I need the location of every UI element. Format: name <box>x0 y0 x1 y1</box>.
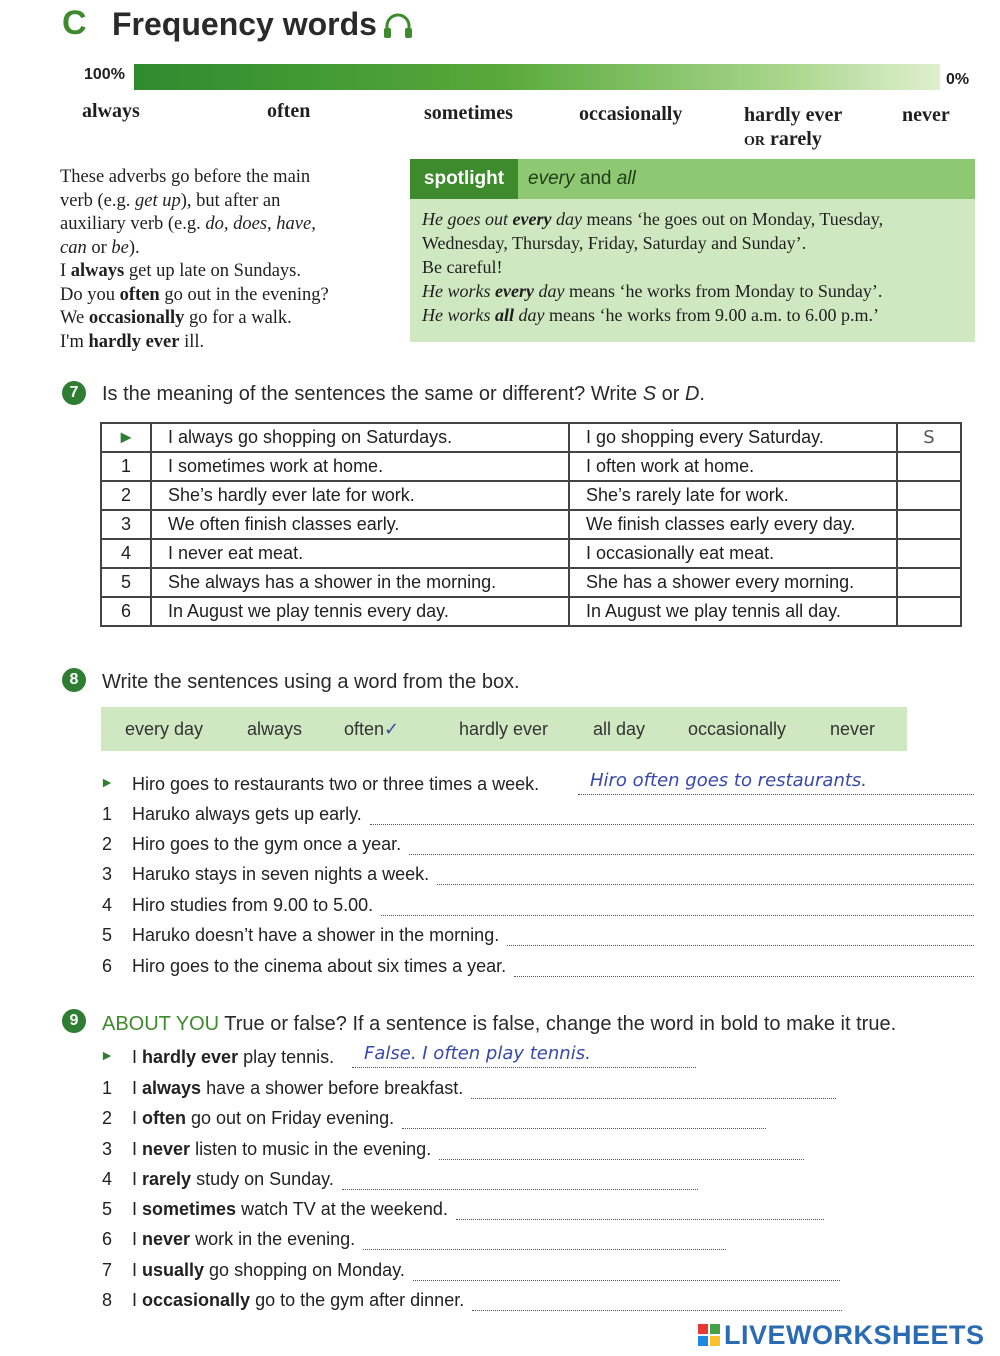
item-number: 5 <box>101 925 112 945</box>
bold-word: rarely <box>142 1169 192 1189</box>
answer-cell[interactable] <box>897 510 961 539</box>
row-number: 4 <box>101 539 151 568</box>
spotlight-box <box>410 159 975 342</box>
expl-example: Do you often go out in the evening? <box>60 284 329 305</box>
item-number: 2 <box>101 1108 112 1128</box>
bold-word: usually <box>142 1260 205 1280</box>
exercise-8-number: 8 <box>62 668 86 692</box>
item-sentence: Hiro studies from 9.00 to 5.00. <box>132 895 374 915</box>
example-arrow-icon: ► <box>100 1047 114 1063</box>
spotlight-line: He works every day means ‘he works from Monday to Sunday’. <box>422 281 883 301</box>
bold-word: often <box>142 1108 187 1128</box>
exercise-7-number: 7 <box>62 381 86 405</box>
example-answer: False. I often play tennis. <box>364 1043 591 1064</box>
freq-word-often: often <box>267 100 311 122</box>
exercise-9-number: 9 <box>62 1009 86 1033</box>
expl-line: verb (e.g. get up), but after an <box>60 190 281 211</box>
sentence-a: She always has a shower in the morning. <box>151 568 569 597</box>
item-number: 6 <box>101 956 112 976</box>
bold-word: never <box>142 1229 191 1249</box>
exercise-8-item <box>100 804 975 830</box>
table-row <box>101 568 961 597</box>
sentence-b: I go shopping every Saturday. <box>569 423 897 452</box>
exercise-8-item <box>100 834 975 860</box>
answer-line <box>578 794 974 795</box>
item-sentence: I usually go shopping on Monday. <box>132 1260 405 1280</box>
row-number: 6 <box>101 597 151 626</box>
table-row <box>101 452 961 481</box>
bold-word: occasionally <box>142 1290 251 1310</box>
sentence-a: I sometimes work at home. <box>151 452 569 481</box>
exercise-9-item <box>100 1199 860 1225</box>
logo-icon <box>698 1324 720 1346</box>
word-box <box>101 707 907 751</box>
spotlight-tag: spotlight <box>410 159 518 199</box>
table-row <box>101 510 961 539</box>
sentence-a: In August we play tennis every day. <box>151 597 569 626</box>
expl-line: can or be). <box>60 237 140 258</box>
sentence-b: We finish classes early every day. <box>569 510 897 539</box>
item-sentence: Haruko stays in seven nights a week. <box>132 864 430 884</box>
exercise-8-item <box>100 925 975 951</box>
answer-line[interactable] <box>456 1219 824 1220</box>
scale-right-label: 0% <box>946 71 970 88</box>
check-icon: ✓ <box>384 719 400 739</box>
exercise-8-item <box>100 864 975 890</box>
expl-example: I'm hardly ever ill. <box>60 331 205 352</box>
exercise-9-item <box>100 1078 860 1104</box>
item-sentence: I rarely study on Sunday. <box>132 1169 334 1189</box>
freq-word-rarely <box>744 128 822 151</box>
freq-word-rarely-text: rarely <box>770 128 822 150</box>
exercise-9-item <box>100 1169 860 1195</box>
item-sentence: I often go out on Friday evening. <box>132 1108 395 1128</box>
sentence-a: She’s hardly ever late for work. <box>151 481 569 510</box>
row-number: 1 <box>101 452 151 481</box>
row-number: ► <box>101 423 151 452</box>
word-box-item: all day <box>593 719 646 739</box>
answer-line[interactable] <box>471 1098 836 1099</box>
spotlight-line: Wednesday, Thursday, Friday, Saturday and Sunday’. <box>422 233 807 253</box>
item-number: 7 <box>101 1260 112 1280</box>
exercise-8-item <box>100 956 975 982</box>
table-row <box>101 481 961 510</box>
spotlight-body <box>422 207 967 327</box>
exercise-9-example <box>100 1043 700 1073</box>
item-sentence: I always have a shower before breakfast. <box>132 1078 464 1098</box>
item-sentence: I sometimes watch TV at the weekend. <box>132 1199 448 1219</box>
item-number: 2 <box>101 834 112 854</box>
exercise-7-heading: Is the meaning of the sentences the same or different? Write S or D. <box>102 383 705 405</box>
row-number: 2 <box>101 481 151 510</box>
answer-cell[interactable] <box>897 568 961 597</box>
item-sentence: I never listen to music in the evening. <box>132 1139 432 1159</box>
answer-line[interactable] <box>363 1249 726 1250</box>
word-box-item: always <box>247 719 303 739</box>
example-sentence: I hardly ever play tennis. <box>132 1047 335 1067</box>
item-number: 3 <box>101 864 112 884</box>
answer-line[interactable] <box>402 1128 766 1129</box>
exercise-8-item <box>100 895 975 921</box>
liveworksheets-logo: LIVEWORKSHEETS <box>698 1320 985 1351</box>
item-number: 1 <box>101 804 112 824</box>
or-label: OR <box>744 134 765 149</box>
spotlight-line: He goes out every day means ‘he goes out on Monday, Tuesday, <box>422 209 884 229</box>
exercise-9-item <box>100 1290 860 1316</box>
word-box-item: never <box>830 719 876 739</box>
item-sentence: Haruko always gets up early. <box>132 804 362 824</box>
sentence-b: In August we play tennis all day. <box>569 597 897 626</box>
table-row <box>101 423 961 452</box>
exercise-8-example <box>100 770 975 800</box>
freq-word-always: always <box>82 100 140 122</box>
row-number: 5 <box>101 568 151 597</box>
freq-word-occasionally: occasionally <box>579 103 683 125</box>
sentence-b: I occasionally eat meat. <box>569 539 897 568</box>
answer-cell[interactable] <box>897 597 961 626</box>
answer-line[interactable] <box>381 915 974 916</box>
item-number: 6 <box>101 1229 112 1249</box>
sentence-a: We often finish classes early. <box>151 510 569 539</box>
item-sentence: Hiro goes to the gym once a year. <box>132 834 402 854</box>
explanation-text <box>60 166 400 354</box>
expl-example: I always get up late on Sundays. <box>60 261 302 281</box>
example-sentence: Hiro goes to restaurants two or three times a week. <box>132 774 540 794</box>
about-you-label: ABOUT YOU <box>102 1013 220 1035</box>
answer-line[interactable] <box>409 854 974 855</box>
exercise-9-item <box>100 1108 860 1134</box>
word-box-item: often✓ <box>344 719 400 739</box>
item-number: 5 <box>101 1199 112 1219</box>
item-number: 3 <box>101 1139 112 1159</box>
answer-line[interactable] <box>507 945 974 946</box>
answer-line[interactable] <box>472 1310 842 1311</box>
answer-line <box>352 1067 696 1068</box>
word-box-item: every day <box>125 719 204 739</box>
item-number: 4 <box>101 895 112 915</box>
freq-word-never: never <box>902 104 950 126</box>
exercise-9-item <box>100 1260 860 1286</box>
table-row <box>101 539 961 568</box>
item-number: 1 <box>101 1078 112 1098</box>
spotlight-header <box>410 159 975 199</box>
example-arrow-icon: ► <box>100 774 114 790</box>
bold-word: never <box>142 1139 191 1159</box>
answer-cell[interactable] <box>897 539 961 568</box>
table-row <box>101 597 961 626</box>
sentence-b: She’s rarely late for work. <box>569 481 897 510</box>
scale-left-label: 100% <box>84 66 125 83</box>
sentence-a: I never eat meat. <box>151 539 569 568</box>
answer-cell[interactable]: S <box>897 423 961 452</box>
word-box-item: hardly ever <box>459 719 549 739</box>
answer-line[interactable] <box>437 884 974 885</box>
exercise-8-heading: Write the sentences using a word from the box. <box>102 671 520 693</box>
expl-example: We occasionally go for a walk. <box>60 308 292 328</box>
bold-word: sometimes <box>142 1199 237 1219</box>
example-answer: Hiro often goes to restaurants. <box>590 770 868 791</box>
exercise-7-table <box>100 422 962 627</box>
page-title: Frequency words <box>112 6 377 42</box>
expl-line: These adverbs go before the main <box>60 167 311 187</box>
word-box-item: occasionally <box>688 719 787 739</box>
frequency-gradient-bar <box>134 64 940 90</box>
sentence-b: I often work at home. <box>569 452 897 481</box>
headphones-icon <box>382 10 414 40</box>
freq-word-sometimes: sometimes <box>424 102 513 124</box>
answer-line[interactable] <box>370 824 974 825</box>
answer-line[interactable] <box>514 976 974 977</box>
exercise-9-heading: ABOUT YOU True or false? If a sentence is false, change the word in bold to make it true. <box>102 1013 897 1035</box>
row-number: 3 <box>101 510 151 539</box>
exercise-9-item <box>100 1229 860 1255</box>
spotlight-title: every and all <box>528 168 636 189</box>
item-number: 8 <box>101 1290 112 1310</box>
item-sentence: Hiro goes to the cinema about six times a year. <box>132 956 507 976</box>
answer-cell[interactable] <box>897 481 961 510</box>
answer-line[interactable] <box>342 1189 698 1190</box>
sentence-b: She has a shower every morning. <box>569 568 897 597</box>
item-sentence: I never work in the evening. <box>132 1229 356 1249</box>
answer-line[interactable] <box>413 1280 840 1281</box>
bold-word: always <box>142 1078 202 1098</box>
section-letter: C <box>62 4 87 42</box>
answer-line[interactable] <box>439 1159 804 1160</box>
item-number: 4 <box>101 1169 112 1189</box>
item-sentence: I occasionally go to the gym after dinner. <box>132 1290 465 1310</box>
exercise-9-item <box>100 1139 860 1165</box>
sentence-a: I always go shopping on Saturdays. <box>151 423 569 452</box>
expl-line: auxiliary verb (e.g. do, does, have, <box>60 214 316 234</box>
answer-cell[interactable] <box>897 452 961 481</box>
spotlight-line: He works all day means ‘he works from 9.00 a.m. to 6.00 p.m.’ <box>422 305 879 325</box>
item-sentence: Haruko doesn’t have a shower in the morning. <box>132 925 500 945</box>
freq-word-hardly-ever: hardly ever <box>744 104 843 126</box>
spotlight-line: Be careful! <box>422 257 503 277</box>
